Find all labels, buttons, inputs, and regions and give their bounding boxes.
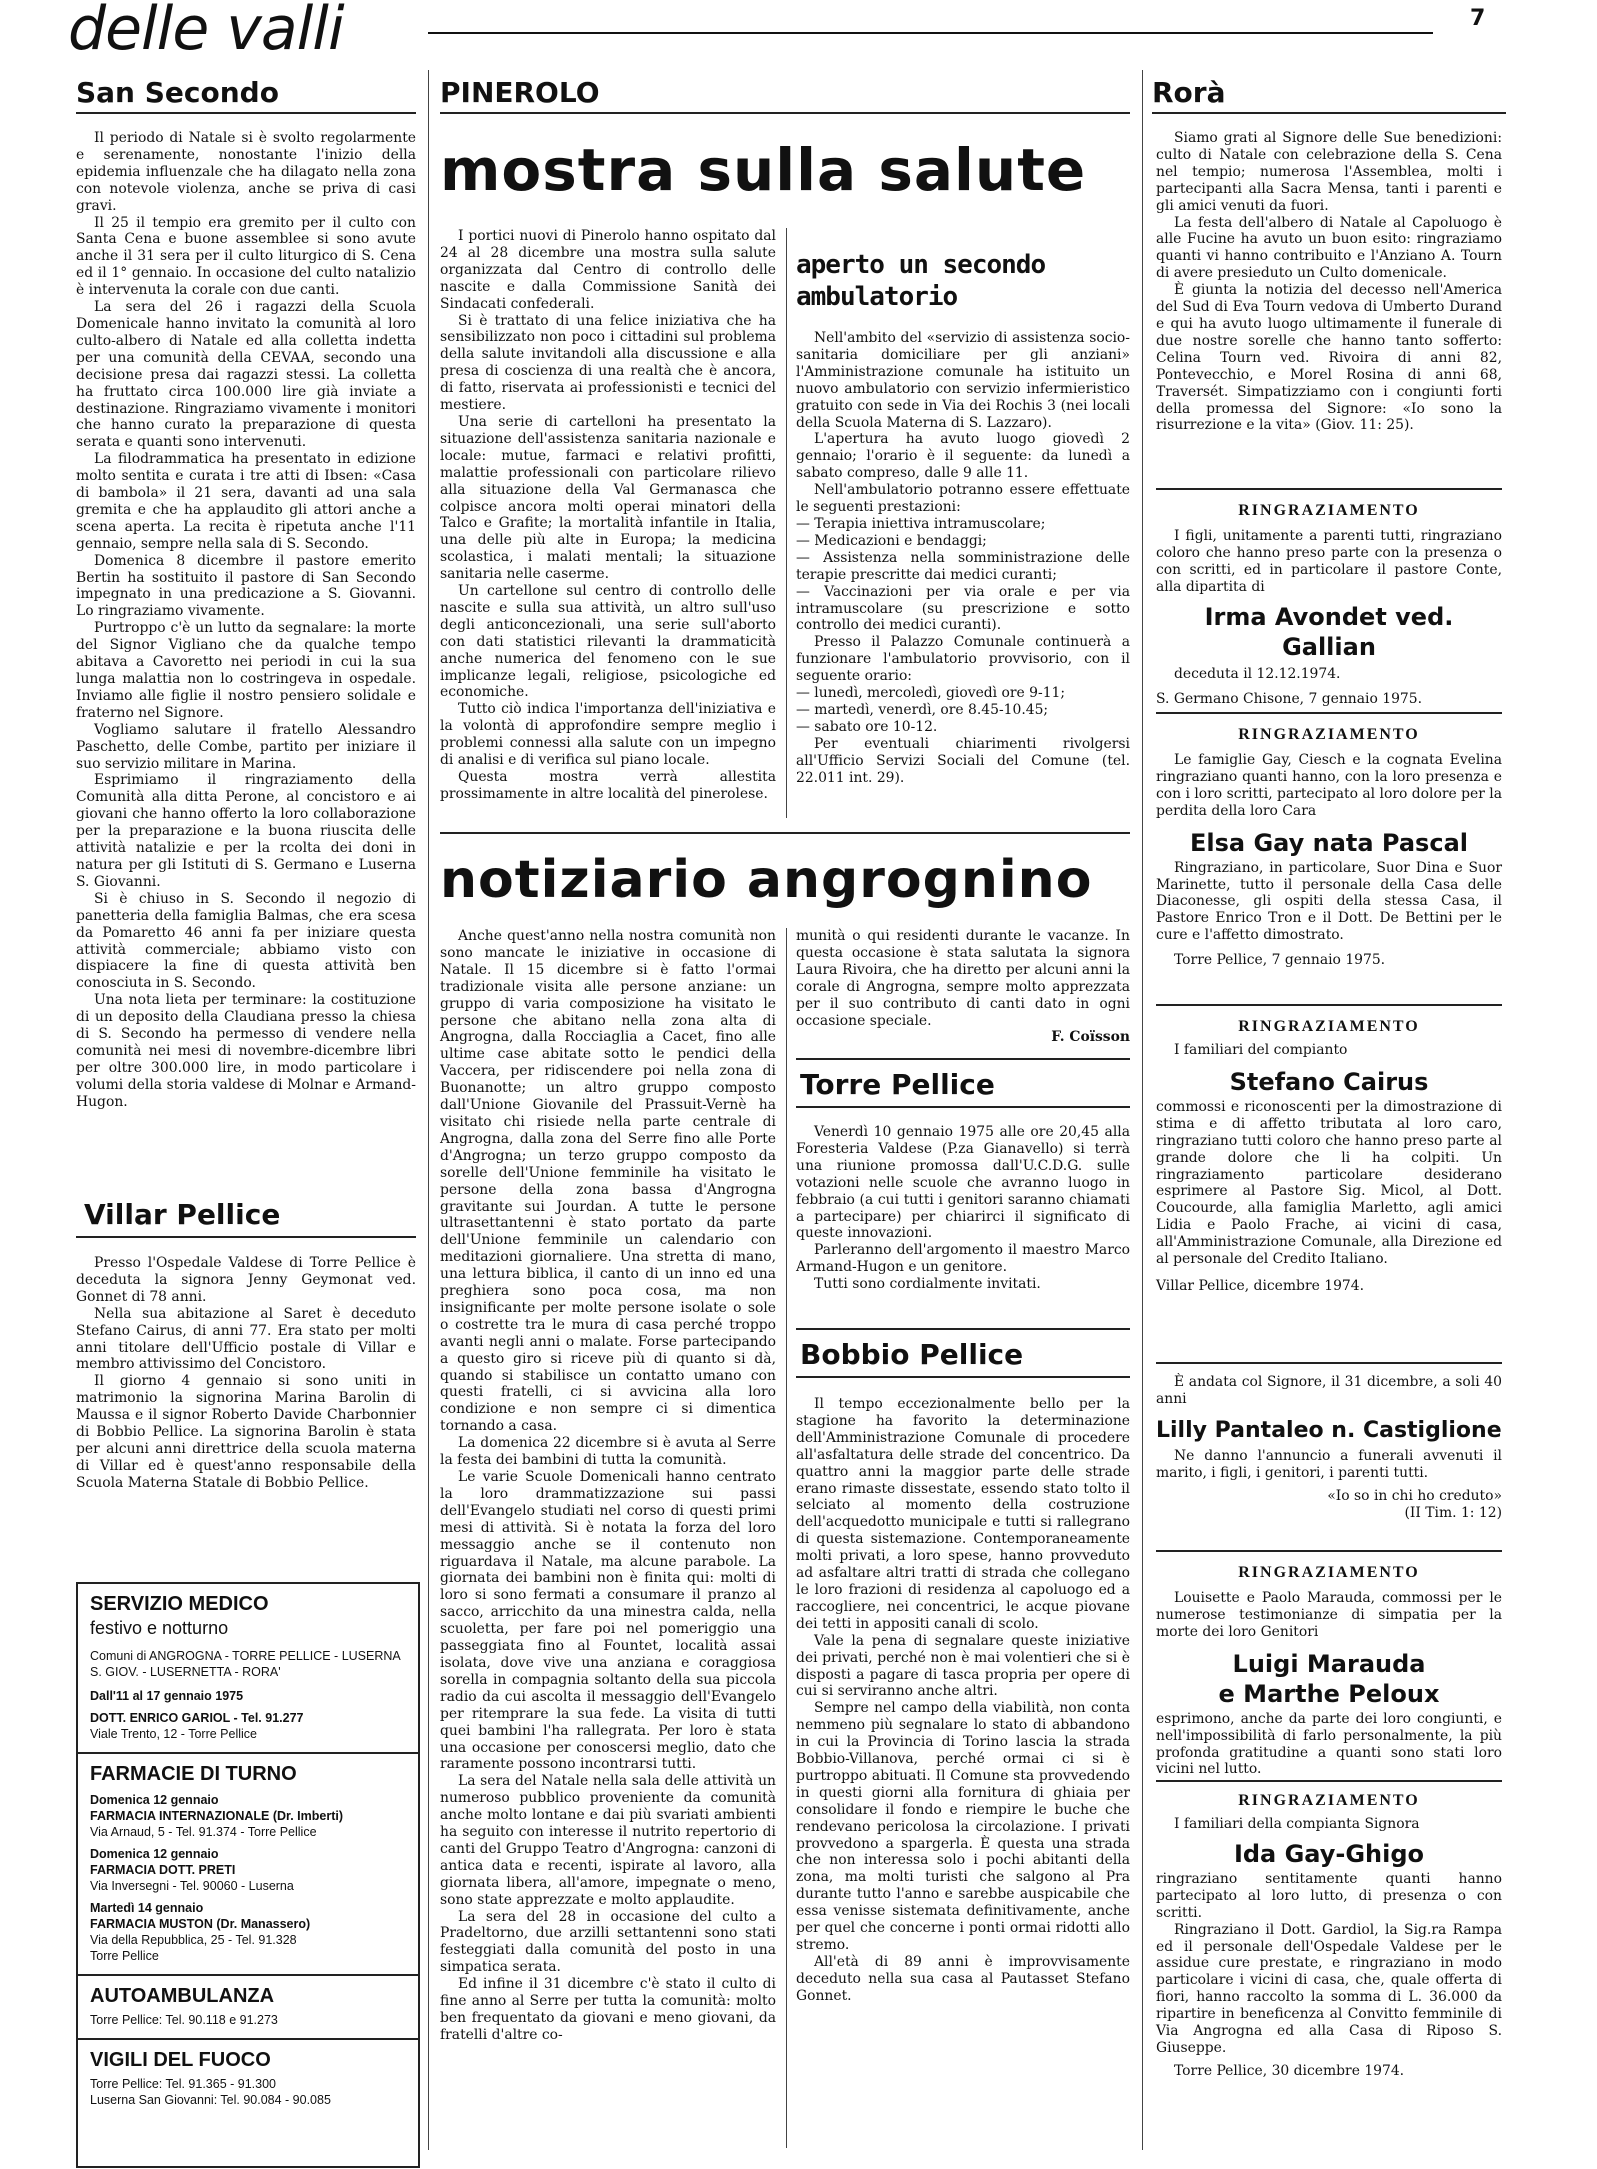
section-rule <box>76 1236 416 1238</box>
section-rule <box>796 1328 1130 1330</box>
paragraph: Nell'ambulatorio potranno essere effettuate le seguenti prestazioni: <box>796 482 1130 516</box>
paragraph: Si è trattato di una felice iniziativa che ha sensibilizzato non poco i cittadini sul problema della salute invitandoli alla discussione e alla presa di coscienza di una realtà che è ancora, di fatto, riservata ai professionisti e tecnici del mestiere. <box>440 312 776 414</box>
notice-name: Elsa Gay nata Pascal <box>1190 828 1468 857</box>
paragraph: Siamo grati al Signore delle Sue benedizioni: culto di Natale con celebrazione della S. Cena nel tempio; numerosa l'Assemblea, molti i partecipanti alla Sacra Mensa, tanti i parenti e gli amici venuti da fuori. <box>1156 130 1502 214</box>
box-vigili-phones-1: Torre Pellice: Tel. 91.365 - 91.300 <box>90 2077 276 2091</box>
box-title-medico: SERVIZIO MEDICO <box>90 1593 269 1615</box>
section-rule <box>440 832 1130 834</box>
notice-title: RINGRAZIAMENTO <box>1238 726 1420 743</box>
notice-marauda <box>1156 1550 1502 1778</box>
paragraph: All'età di 89 anni è improvvisamente deceduto nella sua casa al Pautasset Stefano Gonnet. <box>796 1953 1130 2004</box>
notice-gay-pascal <box>1156 712 1502 969</box>
notice-gay-ghigo <box>1156 1780 1502 2080</box>
notice-after: Ne danno l'annuncio a funerali avvenuti il marito, i figli, i genitori, i parenti tutti. <box>1156 1447 1502 1481</box>
section-title-villar-pellice: Villar Pellice <box>84 1198 281 1231</box>
san-secondo-article <box>76 130 416 1111</box>
notice-text: Louisette e Paolo Marauda, commossi per le numerose testimonianze di simpatia per la morte dei loro Genitori <box>1156 1590 1502 1640</box>
paragraph: Anche quest'anno nella nostra comunità non sono mancate le iniziative in occasione di Natale. Il 15 dicembre si è fatto l'ormai tradizionale visita alle persone anziane: un gruppo di varia composizione ha visitato le persone che abitano nella zona alta di Angrogna, dalla Rocciaglia a Cacet, fino alle ultime case abitate sotto le pendici della Vaccera, per ridiscendere poi nella zona di Buonanotte; un altro gruppo composto dall'Unione Giovanile del Prassuit-Vernè ha visitato chi risiede nella parte centrale di Angrogna, dalla zona del Serre fino alle Porte d'Angrogna; un terzo gruppo composto da sorelle dell'Unione femminile ha visitato le persone della zona bassa d'Angrogna gravitante sui Jourdan. A tutte le persone ultrasettantenni è stato portato da parte dell'Unione femminile un calendario con meditazioni giornaliere. Una stretta di mano, una lettura biblica, il canto di un inno ed una preghiera sono poca cosa, ma non insignificante per molte persone isolate o sole o costrette tra le mura di casa perché troppo avanti negli anni o malate. Forse partecipando a questo giro si riceve più di quanto si dà, quando si stabilisce un contatto umano con questi fratelli, ci si avvicina alla loro condizione e non sempre ci si dimentica tornando a casa. <box>440 928 776 1435</box>
page-number: 7 <box>1470 6 1486 31</box>
notice-after: commossi e riconoscenti per la dimostrazione di stima e di affetto tributata al loro caro, ringraziano tutti coloro che hanno preso parte al grande dolore che li ha colpiti. Un ringraziamento particolare desiderano esprimere al Pastore Sig. Micol, al Dott. Coucourde, alla famiglia Marletto, agli amici Lidia e Paolo Frache, ai vicini di casa, all'Amministrazione Comunale, alla Direzione ed al personale del Credito Italiano. <box>1156 1098 1502 1268</box>
pharmacy-3-name: FARMACIA MUSTON (Dr. Manassero) <box>90 1917 311 1931</box>
paragraph: Si è chiuso in S. Secondo il negozio di panetteria della famiglia Balmas, che era scesa da Pomaretto 46 anni fa per iniziare questa attività commerciale; abbiamo visto con dispiacere la fine di questa attività ben conosciuta in S. Secondo. <box>76 890 416 992</box>
notice-place: S. Germano Chisone, 7 gennaio 1975. <box>1156 690 1423 707</box>
column-divider <box>428 70 429 2150</box>
notice-name-2: e Marthe Peloux <box>1218 1679 1440 1708</box>
list-item: — Assistenza nella somministrazione delle terapie prescritte dai medici curanti; <box>796 549 1130 583</box>
torre-pellice-article <box>796 1124 1130 1293</box>
paragraph: Una nota lieta per terminare: la costituzione di un deposito della Claudiana presso la chiesa di S. Secondo ha permesso di vendere nella comunità nei mesi di novembre-dicembre libri per oltre 300.000 lire, in modo particolare i volumi della storia valdese di Molnar e Armand-Hugon. <box>76 992 416 1110</box>
notice-quote-ref: (II Tim. 1: 12) <box>1404 1504 1502 1521</box>
rora-article <box>1156 130 1502 434</box>
paragraph: La sera del Natale nella sala delle attività un numeroso pubblico proveniente da comunità anche molto lontane e dai più svariati ambienti ha seguito con interesse il nutrito repertorio di canti del Gruppo Teatro d'Angrogna: canzoni di antica data e recenti, ispirate al lavoro, alla giornata libera, all'amore, impegnate o meno, sono state apprezzate e molto applaudite. <box>440 1773 776 1908</box>
paragraph: Tutto ciò indica l'importanza dell'iniziativa e la volontà di approfondire sempre meglio i problemi connessi alla salute con un impegno di analisi e di verifica sul piano locale. <box>440 701 776 769</box>
notice-title: RINGRAZIAMENTO <box>1238 502 1420 519</box>
notice-after: Ringraziano, in particolare, Suor Dina e Suor Marinette, tutto il personale della Casa delle Diaconesse, gli ospiti della stessa Casa, il Pastore Enrico Tron e il Dott. De Bettini per le cure e l'affetto dimostrato. <box>1156 859 1502 944</box>
box-title-farmacie: FARMACIE DI TURNO <box>90 1763 297 1785</box>
section-title-rora: Rorà <box>1152 76 1226 109</box>
paragraph: Parleranno dell'argomento il maestro Marco Armand-Hugon e un genitore. <box>796 1242 1130 1276</box>
notice-cairus <box>1156 1004 1502 1295</box>
box-subtitle-medico: festivo e notturno <box>90 1618 229 1638</box>
paragraph: Esprimiamo il ringraziamento della Comunità alla ditta Perone, al concistoro e ai giovani che hanno offerto la loro collaborazione per la preparazione e la buona riuscita delle attività natalizie e per la rcolta dei doni in natura per gli Istituti di S. Germano e Luserna S. Giovanni. <box>76 772 416 890</box>
list-item: — Terapia iniettiva intramuscolare; <box>796 515 1046 532</box>
paragraph: Per eventuali chiarimenti rivolgersi all'Ufficio Servizi Sociali del Comune (tel. 22.011 int. 29). <box>796 735 1130 786</box>
list-item: — martedì, venerdì, ore 8.45-10.45; <box>796 701 1049 718</box>
notice-pantaleo <box>1156 1362 1502 1521</box>
notice-after: esprimono, anche da parte dei loro congiunti, e nell'impossibilità di farlo personalmente, la più profonda gratitudine a quanti sono stati loro vicini nel lutto. <box>1156 1710 1502 1778</box>
pharmacy-1-address: Via Arnaud, 5 - Tel. 91.374 - Torre Pellice <box>90 1825 317 1839</box>
box-doctor: DOTT. ENRICO GARIOL - Tel. 91.277 <box>90 1711 304 1725</box>
paragraph: Un cartellone sul centro di controllo delle nascite e sulla sua attività, un altro sull'uso degli anticoncezionali, una serie sull'aborto con dati statistici rilevanti la drammaticità anche numerica del fenomeno con le sue implicanze legali, religiose, psicologiche ed economiche. <box>440 583 776 701</box>
villar-pellice-article <box>76 1255 416 1492</box>
list-item: — sabato ore 10-12. <box>796 718 938 735</box>
notice-after: deceduta il 12.12.1974. <box>1174 665 1341 682</box>
paragraph: Questa mostra verrà allestita prossimamente in altre località del pinerolese. <box>440 769 776 802</box>
paragraph: Il periodo di Natale si è svolto regolarmente e serenamente, nonostante l'inizio della epidemia influenzale che ha dilagato nella zona con notevole violenza, anche se priva di casi gravi. <box>76 130 416 214</box>
notice-name: Irma Avondet ved. Gallian <box>1204 602 1454 661</box>
box-comuni: Comuni di ANGROGNA - TORRE PELLICE - LUSERNA S. GIOV. - LUSERNETTA - RORA' <box>90 1649 401 1679</box>
list-item: — Medicazioni e bendaggi; <box>796 532 987 549</box>
ambulatorio-article <box>796 330 1130 786</box>
notice-text: Le famiglie Gay, Ciesch e la cognata Evelina ringraziano quanti hanno, con la loro presenza e con i loro scritti, partecipato al loro dolore per la perdita della loro Cara <box>1156 752 1502 819</box>
paragraph: La festa dell'albero di Natale al Capoluogo è alle Fucine ha avuto un buon esito: ringraziamo quanti vi hanno contribuito e l'Anziano A. Tourn di avere presieduto un Culto domenicale. <box>1156 214 1502 282</box>
section-title-bobbio-pellice: Bobbio Pellice <box>800 1338 1024 1371</box>
pharmacy-1-date: Domenica 12 gennaio <box>90 1793 219 1807</box>
notice-name-1: Luigi Marauda <box>1232 1649 1426 1678</box>
paragraph: Sempre nel campo della viabilità, non conta nemmeno più segnalare lo stato di abbandono in cui la Provincia di Torino lascia la strada Bobbio-Villanova, perché ormai ci si è purtroppo abituati. Il Comune sta provvedendo in questi giorni alla fornitura di ghiaia per consolidare il fondo e riempire le buche che rendevano pericolosa la circolazione. I privati provvedono a spargerla. È questa una strada che non interessa solo i pochi abitanti della zona, ma molti turisti che salgono al Pra durante tutto l'anno e sarebbe auspicabile che essa venisse sistemata definitivamente, anche per quel che concerne i ponti ormai ridotti allo stremo. <box>796 1700 1130 1953</box>
box-title-vigili: VIGILI DEL FUOCO <box>90 2049 271 2071</box>
paragraph: Domenica 8 dicembre il pastore emerito Bertin ha sostituito il pastore di San Secondo impegnato in una predicazione a S. Giovanni. Lo ringraziamo vivamente. <box>76 552 416 620</box>
kicker-pinerolo: PINEROLO <box>440 76 600 109</box>
notice-place: Torre Pellice, 30 dicembre 1974. <box>1174 2062 1405 2079</box>
paragraph: I portici nuovi di Pinerolo hanno ospitato dal 24 al 28 dicembre una mostra sulla salute organizzata dal Centro di controllo delle nascite e dalla Commissione Sanità dei Sindacati confederali. <box>440 228 776 312</box>
notice-title: RINGRAZIAMENTO <box>1238 1564 1420 1581</box>
notice-text: I familiari della compianta Signora <box>1174 1816 1420 1832</box>
paragraph: Nella sua abitazione al Saret è deceduto Stefano Cairus, di anni 77. Era stato per molti anni titolare dell'Ufficio postale di Villar e membro attivissimo del Concistoro. <box>76 1305 416 1373</box>
paragraph: Ed infine il 31 dicembre c'è stato il culto di fine anno al Serre per tutta la comunità: molto ben frequentato da giovani e meno giovani, da fratelli d'altre co- <box>440 1976 776 2043</box>
pharmacy-2-address: Via Inversegni - Tel. 90060 - Luserna <box>90 1879 294 1893</box>
pharmacy-1-name: FARMACIA INTERNAZIONALE (Dr. Imberti) <box>90 1809 344 1823</box>
paragraph: Il tempo eccezionalmente bello per la stagione ha favorito la determinazione dell'Amministrazione Comunale di procedere all'asfaltatura delle strade del concentrico. Da quattro anni la maggior parte delle strade erano rimaste dissestate, essendo stato tolto il selciato al momento della costruzione dell'acquedotto municipale e tutti si rallegrano di questa sistemazione. Contemporaneamente molti privati, a loro spese, hanno provveduto ad asfaltare altri tratti di strada che collegano le loro frazioni di residenza al capoluogo ed a raccogliere, nei concentrici, le acque piovane dei tetti in appositi canali di scolo. <box>796 1396 1130 1632</box>
list-item: — Vaccinazioni per via orale e per via intramuscolare (su prescrizione e sotto controllo dei medici curanti). <box>796 583 1130 634</box>
notice-text: È andata col Signore, il 31 dicembre, a soli 40 anni <box>1156 1374 1502 1407</box>
notice-avondet <box>1156 488 1502 707</box>
pharmacy-3-address: Via della Repubblica, 25 - Tel. 91.328 <box>90 1933 297 1947</box>
box-title-ambulanza: AUTOAMBULANZA <box>90 1985 275 2007</box>
paragraph: Il 25 il tempio era gremito per il culto con Santa Cena e buone assemblee si sono avute anche il 31 sera per il culto liturgico di S. Cena ed il 1° gennaio. In occasione del culto natalizio è intervenuta la corale con due canti. <box>76 214 416 299</box>
angrogna-continued-text: munità o qui residenti durante le vacanze. In questa occasione è stata salutata la signora Laura Rivoira, che ha diretto per alcuni anni la corale di Angrogna, sempre molto apprezzata per il suo contributo di canti dato in ogni occasione speciale. <box>796 928 1130 1029</box>
column-divider <box>786 228 787 818</box>
notice-after: ringraziano sentitamente quanti hanno partecipato al loro lutto, di presenza o con scritti. <box>1156 1870 1502 1921</box>
paragraph: La filodrammatica ha presentato in edizione molto sentita e curata i tre atti di Ibsen: «Casa di bambola» il 21 sera, davanti ad una sala gremita e che ha applaudito gli attori anche a scena aperta. La recita è ripetuta anche l'11 gennaio, sempre nella sala di S. Secondo. <box>76 451 416 552</box>
pharmacy-2-date: Domenica 12 gennaio <box>90 1847 219 1861</box>
headline-mostra-salute: mostra sulla salute <box>440 136 1087 204</box>
notice-place: Villar Pellice, dicembre 1974. <box>1156 1277 1364 1294</box>
angrogna-article-continued <box>796 928 1130 1046</box>
paragraph: Una serie di cartelloni ha presentato la situazione dell'assistenza sanitaria nazionale e locale: mutue, farmaci e relativi profitti, malattie professionali con particolare rilievo alla situazione della Val Germanasca che colpisce ancora molti operai minatori della Talco e Grafite; la mortalità infantile in Italia, una delle più alte in Europa; la medicina scolastica, i malati mentali; la situazione sanitaria nelle caserme. <box>440 413 776 583</box>
paragraph: Vale la pena di segnalare queste iniziative dei privati, perché non è mai volentieri che si è disposti a pagare di tasca propria per opere di cui si serviranno anche altri. <box>796 1632 1130 1700</box>
notice-place: Torre Pellice, 7 gennaio 1975. <box>1174 952 1386 969</box>
services-box <box>76 1582 420 2168</box>
subhead-aperto-2: ambulatorio <box>796 282 958 312</box>
angrogna-article <box>440 928 776 2044</box>
bobbio-pellice-article <box>796 1396 1130 2005</box>
paragraph: Tutti sono cordialmente invitati. <box>814 1276 1041 1293</box>
column-divider <box>1142 70 1143 2150</box>
box-doctor-address: Viale Trento, 12 - Torre Pellice <box>90 1727 257 1741</box>
box-vigili-phones-2: Luserna San Giovanni: Tel. 90.084 - 90.085 <box>90 2093 331 2107</box>
subhead-aperto-1: aperto un secondo <box>796 250 1046 280</box>
paragraph: La sera del 26 i ragazzi della Scuola Domenicale hanno invitato la comunità al loro culto-albero di Natale ed alla colletta indetta per una comunità della CEVAA, secondo una decisione presa dai ragazzi stessi. La colletta ha fruttato circa 100.000 lire già inviate a destinazione. Ringraziamo vivamente i monitori che hanno curato la preparazione di questa serata e quanti sono intervenuti. <box>76 299 416 451</box>
section-rule <box>796 1058 1130 1060</box>
paragraph: L'apertura ha avuto luogo giovedì 2 gennaio; l'orario è il seguente: da lunedì a sabato compreso, dalle 9 alle 11. <box>796 431 1130 482</box>
mostra-article <box>440 228 776 803</box>
page-header <box>0 0 1597 64</box>
section-rule <box>440 112 1130 114</box>
section-rule <box>796 1106 1130 1108</box>
column-divider <box>786 928 787 2148</box>
list-item: — lunedì, mercoledì, giovedì ore 9-11; <box>796 685 1066 702</box>
notice-title: RINGRAZIAMENTO <box>1238 1018 1420 1035</box>
paragraph: Presso il Palazzo Comunale continuerà a funzionare l'ambulatorio provvisorio, con il seguente orario: <box>796 634 1130 685</box>
notice-text: I familiari del compianto <box>1174 1042 1348 1058</box>
paragraph: La sera del 28 in occasione del culto a Pradeltorno, due arzilli settantenni sono stati festeggiati dalla comunità del posto in una simpatica serata. <box>440 1908 776 1976</box>
paragraph: Venerdì 10 gennaio 1975 alle ore 20,45 alla Foresteria Valdese (P.za Gianavello) si terrà una riunione promossa dall'U.C.D.G. sulle votazioni nelle scuole che avranno luogo in febbraio (a cui tutti i genitori saranno chiamati a partecipare) per chiarirci il significato di queste innovazioni. <box>796 1124 1130 1242</box>
notice-name: Lilly Pantaleo n. Castiglione <box>1156 1417 1502 1443</box>
notice-name: Ida Gay-Ghigo <box>1233 1839 1425 1868</box>
paragraph: Presso l'Ospedale Valdese di Torre Pellice è deceduta la signora Jenny Geymonat ved. Gonnet di 78 anni. <box>76 1255 416 1305</box>
pharmacy-3-date: Martedì 14 gennaio <box>90 1901 204 1915</box>
box-ambulanza-phones: Torre Pellice: Tel. 90.118 e 91.273 <box>90 2013 278 2027</box>
section-title-san-secondo: San Secondo <box>76 76 279 109</box>
paragraph: Vogliamo salutare il fratello Alessandro Paschetto, delle Combe, partito per iniziare il suo servizio militare in Marina. <box>76 721 416 772</box>
pharmacy-3-city: Torre Pellice <box>90 1949 159 1963</box>
notice-quote: «Io so in chi ho creduto» <box>1327 1487 1502 1504</box>
pharmacy-2-name: FARMACIA DOTT. PRETI <box>90 1863 236 1877</box>
masthead: delle valli <box>68 0 344 64</box>
notice-name: Stefano Cairus <box>1229 1067 1429 1096</box>
paragraph: Purtroppo c'è un lutto da segnalare: la morte del Signor Vigliano che da qualche tempo abitava a Cavoretto nei periodi in cui la sua lunga malattia non lo costringeva in ospedale. Inviamo alle figlie il nostro pensiero solidale e fraterno nel Signore. <box>76 620 416 721</box>
paragraph: Nell'ambito del «servizio di assistenza socio-sanitaria domiciliare per gli anziani» l'Amministrazione comunale ha istituito un nuovo ambulatorio con servizio infermieristico gratuito con sede in Via dei Rochis 3 (nei locali della Scuola Materna di S. Lazzaro). <box>796 330 1130 431</box>
section-rule <box>1152 112 1506 114</box>
angrogna-signature: F. Coïsson <box>1051 1029 1130 1046</box>
paragraph: Il giorno 4 gennaio si sono uniti in matrimonio la signorina Marina Barolin di Maussa e il signor Roberto Davide Charbonnier di Bobbio Pellice. La signorina Barolin è stata per alcuni anni direttrice della scuola materna di Villar ed è quest'anno responsabile della Scuola Materna Statale di Bobbio Pellice. <box>76 1373 416 1491</box>
section-title-torre-pellice: Torre Pellice <box>800 1068 995 1101</box>
notice-title: RINGRAZIAMENTO <box>1238 1792 1420 1809</box>
notice-after-2: Ringraziano il Dott. Gardiol, la Sig.ra Rampa ed il personale dell'Ospedale Valdese per le assidue cure prestate, e ringraziano in modo particolare i vicini di casa, che, quale offerta di fiori, hanno raccolto la somma di L. 36.000 da ripartire in beneficenza al Convitto femminile di Via Angrogna ed alla Casa di Riposo S. Giuseppe. <box>1156 1921 1502 2056</box>
paragraph: È giunta la notizia del decesso nell'America del Sud di Eva Tourn vedova di Umberto Durand e qui ha avuto luogo ultimamente il funerale di due nostre sorelle che hanno tanto sofferto: Celina Tourn ved. Rivoira di anni 82, Pontevecchio, e Morel Rosina di anni 68, Traversét. Simpatizziamo con i congiunti forti della promessa del Signore: «Io sono la risurrezione e la vita» (Giov. 11: 25). <box>1156 282 1502 434</box>
section-rule <box>796 1376 1130 1378</box>
box-dates: Dall'11 al 17 gennaio 1975 <box>90 1689 244 1703</box>
header-rule <box>428 32 1433 34</box>
headline-notiziario-angrognino: notiziario angrognino <box>440 850 1093 910</box>
paragraph: La domenica 22 dicembre si è avuta al Serre la festa dei bambini di tutta la comunità. <box>440 1435 776 1469</box>
section-rule <box>76 112 416 114</box>
paragraph: Le varie Scuole Domenicali hanno centrato la loro drammatizzazione sui passi dell'Evangelo studiati nel corso di questi primi mesi di attività. Si è notata la forza del loro messaggio anche se il contenuto non riguardava il Natale, ma alcune parabole. La giornata dei bambini non è finita qui: molti di loro si sono fermati a consumare il pranzo al sacco, arricchito da una minestra calda, nella scuoletta, per fare poi nel pomeriggio una passeggiata fino al Fountet, località assai isolata, dove vive una anziana e coraggiosa sorella in compagnia soltanto della sua piccola radio da cui ascolta il messaggio dell'Evangelo per ritemprare la sua fede. La visita di tutti quei bambini l'ha rallegrata. Per loro è stata una occasione per conoscersi meglio, dato che raramente possono incontrarsi tutti. <box>440 1469 776 1773</box>
notice-text: I figli, unitamente a parenti tutti, ringraziano coloro che hanno preso parte con la presenza o con scritti, ed in particolare il pastore Conte, alla dipartita di <box>1156 528 1502 595</box>
